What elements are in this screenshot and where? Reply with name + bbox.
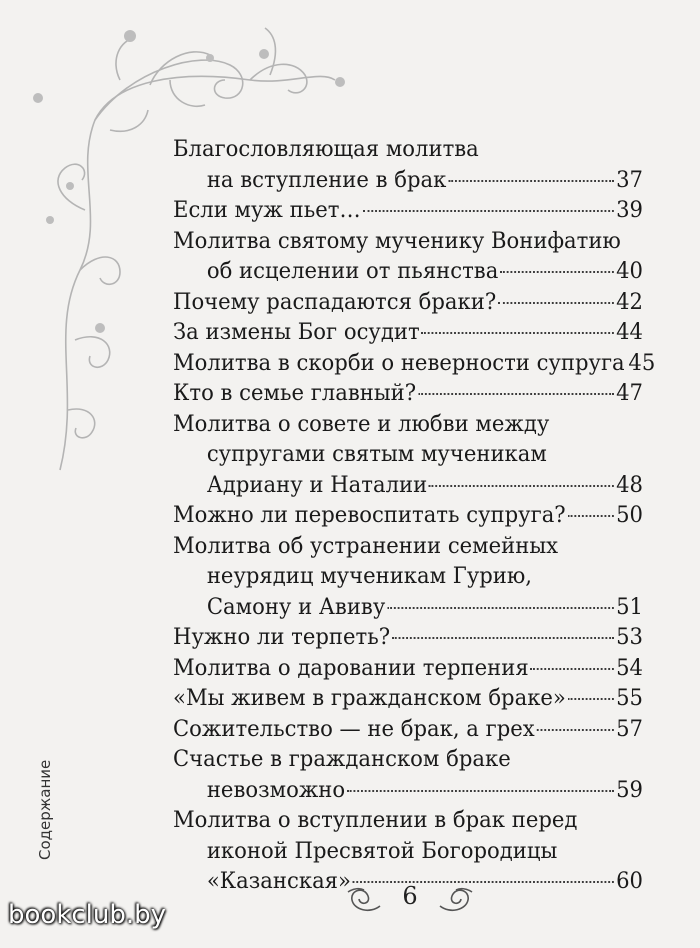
page-number: 6 <box>402 882 418 910</box>
dot-leader <box>568 698 614 700</box>
toc-page-number: 47 <box>616 380 643 406</box>
table-of-contents <box>173 134 656 897</box>
toc-entry-title: неурядиц мученикам Гурию, <box>206 563 533 589</box>
toc-page-number: 42 <box>616 288 643 315</box>
toc-entry-title: Можно ли перевоспитать супруга? <box>173 502 566 528</box>
toc-entry[interactable] <box>173 653 643 684</box>
toc-entry[interactable] <box>173 287 643 318</box>
toc-entry[interactable] <box>173 134 643 195</box>
toc-entry-title: Если муж пьет… <box>173 197 361 223</box>
toc-entry-title: Молитва об устранении семейных <box>173 532 559 559</box>
toc-entry-title: на вступление в брак <box>206 166 447 193</box>
toc-entry[interactable] <box>173 531 643 623</box>
toc-entry-title: Счастье в гражданском браке <box>173 746 511 772</box>
toc-entry-title: Адриану и Наталии <box>206 471 428 498</box>
toc-entry[interactable] <box>173 317 643 348</box>
toc-entry-title: об исцелении от пьянства <box>206 258 499 284</box>
dot-leader <box>537 729 615 731</box>
right-swirl-icon <box>438 884 474 914</box>
toc-page-number: 45 <box>628 349 656 376</box>
toc-entry-title: супругами святым мученикам <box>206 441 547 467</box>
toc-entry[interactable] <box>173 409 643 501</box>
toc-entry-title: Молитва святому мученику Вонифатию <box>173 227 621 254</box>
toc-page-number: 53 <box>616 624 643 650</box>
toc-page-number: 48 <box>616 471 643 498</box>
toc-page-number: 54 <box>616 654 643 681</box>
toc-entry-title: Молитва в скорби о неверности супруга <box>173 349 625 376</box>
dot-leader <box>568 515 615 517</box>
toc-page-number: 44 <box>616 319 643 345</box>
toc-entry[interactable] <box>173 683 643 714</box>
toc-page-number: 59 <box>616 776 643 803</box>
toc-entry-title: Самону и Авиву <box>206 593 386 620</box>
toc-entry[interactable] <box>173 348 656 379</box>
dot-leader <box>392 637 614 639</box>
toc-entry-title: Молитва о вступлении в брак перед <box>173 807 578 833</box>
toc-entry-title: За измены Бог осудит <box>173 319 420 345</box>
dot-leader <box>448 180 614 182</box>
toc-page-number: 57 <box>616 715 643 742</box>
dot-leader <box>422 332 615 334</box>
dot-leader <box>347 790 614 792</box>
toc-entry[interactable] <box>173 195 643 226</box>
toc-entry-title: Сожительство — не брак, а грех <box>173 715 535 742</box>
dot-leader <box>429 485 614 487</box>
toc-entry-title: Молитва о совете и любви между <box>173 410 550 437</box>
toc-entry-title: Молитва о даровании терпения <box>173 654 529 681</box>
toc-page-number: 51 <box>616 593 643 620</box>
toc-entry-title: невозможно <box>206 776 346 803</box>
toc-entry[interactable] <box>173 714 643 745</box>
toc-entry[interactable] <box>173 226 643 287</box>
toc-entry[interactable] <box>173 744 643 805</box>
toc-page-number: 40 <box>616 258 643 284</box>
dot-leader <box>362 210 614 212</box>
dot-leader <box>387 607 614 609</box>
toc-entry[interactable] <box>173 500 643 531</box>
dot-leader <box>418 393 614 395</box>
toc-entry-title: Кто в семье главный? <box>173 380 417 406</box>
dot-leader <box>498 302 614 304</box>
dot-leader <box>500 271 614 273</box>
toc-entry[interactable] <box>173 622 643 653</box>
toc-entry[interactable] <box>173 378 643 409</box>
toc-entry-title: Почему распадаются браки? <box>173 288 497 315</box>
page-folio <box>340 880 480 920</box>
toc-entry-title: «Казанская» <box>206 868 351 894</box>
dot-leader <box>531 668 615 670</box>
toc-page-number: 55 <box>616 685 643 711</box>
toc-entry-title: Благословляющая молитва <box>173 136 479 162</box>
toc-entry-title: иконой Пресвятой Богородицы <box>206 837 558 864</box>
toc-page-number: 37 <box>616 166 643 193</box>
toc-page-number: 60 <box>616 868 643 894</box>
left-swirl-icon <box>346 884 382 914</box>
toc-page-number: 50 <box>616 502 643 528</box>
site-watermark: bookclub.by <box>8 900 167 930</box>
toc-entry-title: «Мы живем в гражданском браке» <box>173 685 566 711</box>
running-head: Содержание <box>36 759 54 860</box>
toc-entry-title: Нужно ли терпеть? <box>173 624 391 650</box>
toc-page-number: 39 <box>616 197 643 223</box>
